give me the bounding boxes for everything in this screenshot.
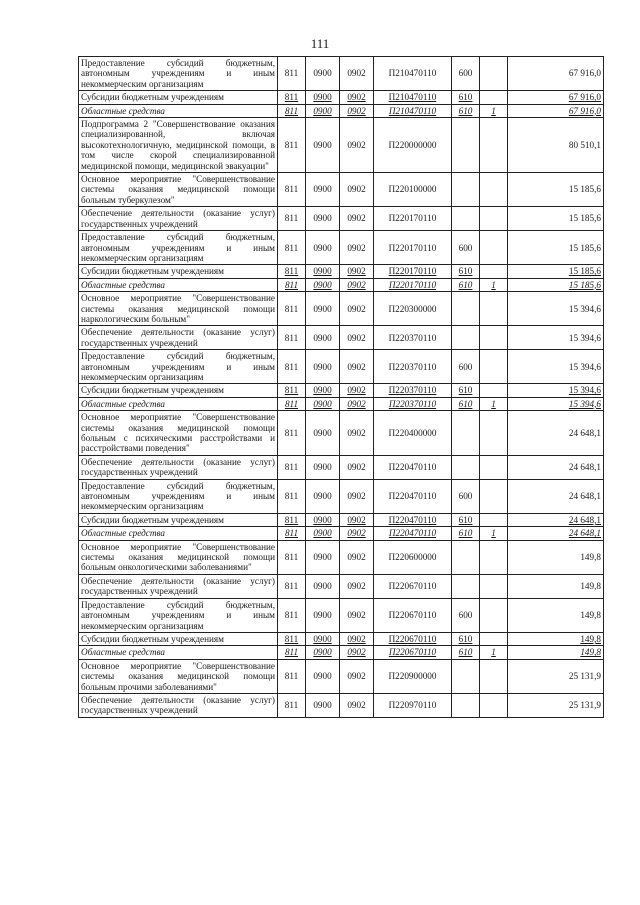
table-row — [79, 118, 604, 173]
row-grbs: 811 — [278, 384, 306, 397]
table-row — [79, 231, 604, 265]
row-target-article: П220170110 — [374, 231, 452, 265]
row-amount: 67 916,0 — [508, 104, 604, 117]
row-name: Основное мероприятие "Совершенствование системы оказания медицинской помощи наркологическим больным" — [79, 292, 278, 326]
table-row — [79, 265, 604, 278]
table-row — [79, 411, 604, 456]
row-name: Областные средства — [79, 397, 278, 410]
row-expense-type: 600 — [452, 479, 480, 513]
row-grbs: 811 — [278, 574, 306, 598]
row-grbs: 811 — [278, 326, 306, 350]
row-subsection: 0902 — [340, 598, 374, 632]
row-target-article: П210470110 — [374, 91, 452, 104]
row-target-article: П220370110 — [374, 397, 452, 410]
row-grbs: 811 — [278, 231, 306, 265]
row-section: 0900 — [306, 632, 340, 645]
row-grbs: 811 — [278, 265, 306, 278]
row-target-article: П220100000 — [374, 173, 452, 207]
row-section: 0900 — [306, 527, 340, 540]
row-subsection: 0902 — [340, 265, 374, 278]
row-grbs: 811 — [278, 411, 306, 456]
row-funding-source — [480, 350, 508, 384]
row-grbs: 811 — [278, 278, 306, 291]
row-amount: 67 916,0 — [508, 57, 604, 91]
row-target-article: П220900000 — [374, 659, 452, 693]
row-section: 0900 — [306, 574, 340, 598]
row-section: 0900 — [306, 659, 340, 693]
row-funding-source — [480, 57, 508, 91]
row-expense-type — [452, 411, 480, 456]
table-row — [79, 326, 604, 350]
row-grbs: 811 — [278, 540, 306, 574]
row-amount: 15 394,6 — [508, 350, 604, 384]
row-grbs: 811 — [278, 632, 306, 645]
row-funding-source — [480, 693, 508, 717]
table-row — [79, 278, 604, 291]
row-amount: 15 185,6 — [508, 173, 604, 207]
row-grbs: 811 — [278, 598, 306, 632]
row-name: Субсидии бюджетным учреждениям — [79, 384, 278, 397]
row-section: 0900 — [306, 455, 340, 479]
page-number: 111 — [310, 36, 330, 51]
table-row — [79, 479, 604, 513]
row-subsection: 0902 — [340, 118, 374, 173]
row-funding-source — [480, 292, 508, 326]
row-subsection: 0902 — [340, 527, 374, 540]
row-section: 0900 — [306, 207, 340, 231]
row-amount: 15 394,6 — [508, 292, 604, 326]
row-grbs: 811 — [278, 118, 306, 173]
row-target-article: П220370110 — [374, 350, 452, 384]
row-target-article: П220000000 — [374, 118, 452, 173]
row-grbs: 811 — [278, 104, 306, 117]
row-amount: 149,8 — [508, 598, 604, 632]
row-amount: 149,8 — [508, 632, 604, 645]
row-funding-source: 1 — [480, 646, 508, 659]
row-grbs: 811 — [278, 527, 306, 540]
row-expense-type: 610 — [452, 646, 480, 659]
row-grbs: 811 — [278, 397, 306, 410]
row-grbs: 811 — [278, 292, 306, 326]
row-funding-source — [480, 659, 508, 693]
row-grbs: 811 — [278, 455, 306, 479]
row-target-article: П220670110 — [374, 598, 452, 632]
row-subsection: 0902 — [340, 513, 374, 526]
row-amount: 80 510,1 — [508, 118, 604, 173]
row-subsection: 0902 — [340, 646, 374, 659]
table-row — [79, 397, 604, 410]
row-expense-type: 610 — [452, 265, 480, 278]
row-target-article: П220470110 — [374, 513, 452, 526]
row-section: 0900 — [306, 57, 340, 91]
row-section: 0900 — [306, 278, 340, 291]
row-funding-source — [480, 598, 508, 632]
row-grbs: 811 — [278, 173, 306, 207]
row-subsection: 0902 — [340, 292, 374, 326]
budget-table — [78, 56, 604, 718]
table-row — [79, 598, 604, 632]
row-name: Предоставление субсидий бюджетным, автономным учреждениям и иным некоммерческим организациям — [79, 598, 278, 632]
row-amount: 25 131,9 — [508, 693, 604, 717]
row-amount: 149,8 — [508, 574, 604, 598]
row-section: 0900 — [306, 693, 340, 717]
row-expense-type — [452, 118, 480, 173]
row-target-article: П220170110 — [374, 265, 452, 278]
row-grbs: 811 — [278, 479, 306, 513]
row-funding-source: 1 — [480, 527, 508, 540]
row-subsection: 0902 — [340, 278, 374, 291]
row-target-article: П220970110 — [374, 693, 452, 717]
row-section: 0900 — [306, 411, 340, 456]
row-target-article: П220670110 — [374, 646, 452, 659]
row-grbs: 811 — [278, 659, 306, 693]
row-expense-type: 610 — [452, 384, 480, 397]
table-row — [79, 350, 604, 384]
row-funding-source — [480, 632, 508, 645]
row-section: 0900 — [306, 91, 340, 104]
row-subsection: 0902 — [340, 540, 374, 574]
table-row — [79, 455, 604, 479]
table-row — [79, 173, 604, 207]
row-section: 0900 — [306, 598, 340, 632]
row-expense-type — [452, 173, 480, 207]
row-section: 0900 — [306, 479, 340, 513]
table-row — [79, 632, 604, 645]
row-section: 0900 — [306, 231, 340, 265]
row-name: Основное мероприятие "Совершенствование системы оказания медицинской помощи больным прочими заболеваниями" — [79, 659, 278, 693]
row-funding-source — [480, 455, 508, 479]
row-amount: 15 185,6 — [508, 278, 604, 291]
row-target-article: П220470110 — [374, 527, 452, 540]
row-expense-type: 600 — [452, 350, 480, 384]
row-subsection: 0902 — [340, 57, 374, 91]
row-expense-type: 610 — [452, 278, 480, 291]
row-target-article: П220170110 — [374, 207, 452, 231]
row-target-article: П220670110 — [374, 574, 452, 598]
row-grbs: 811 — [278, 57, 306, 91]
row-funding-source — [480, 173, 508, 207]
row-amount: 15 185,6 — [508, 231, 604, 265]
row-name: Субсидии бюджетным учреждениям — [79, 91, 278, 104]
row-amount: 149,8 — [508, 646, 604, 659]
row-target-article: П210470110 — [374, 57, 452, 91]
row-name: Предоставление субсидий бюджетным, автономным учреждениям и иным некоммерческим организациям — [79, 479, 278, 513]
row-funding-source — [480, 411, 508, 456]
row-name: Областные средства — [79, 104, 278, 117]
row-target-article: П220400000 — [374, 411, 452, 456]
row-subsection: 0902 — [340, 632, 374, 645]
row-funding-source — [480, 265, 508, 278]
row-name: Предоставление субсидий бюджетным, автономным учреждениям и иным некоммерческим организациям — [79, 350, 278, 384]
row-name: Основное мероприятие "Совершенствование системы оказания медицинской помощи больным онкологическими заболеваниями" — [79, 540, 278, 574]
row-section: 0900 — [306, 350, 340, 384]
row-name: Подпрограмма 2 "Совершенствование оказания специализированной, включая высокотехнологичную, медицинской помощи, в том числе скорой специализированной медицинской помощи, медицинской эвакуации" — [79, 118, 278, 173]
row-name: Предоставление субсидий бюджетным, автономным учреждениям и иным некоммерческим организациям — [79, 231, 278, 265]
row-amount: 25 131,9 — [508, 659, 604, 693]
row-funding-source — [480, 384, 508, 397]
row-funding-source — [480, 231, 508, 265]
row-subsection: 0902 — [340, 104, 374, 117]
row-subsection: 0902 — [340, 350, 374, 384]
row-amount: 67 916,0 — [508, 91, 604, 104]
row-expense-type: 600 — [452, 57, 480, 91]
row-name: Предоставление субсидий бюджетным, автономным учреждениям и иным некоммерческим организациям — [79, 57, 278, 91]
row-subsection: 0902 — [340, 455, 374, 479]
row-target-article: П220470110 — [374, 455, 452, 479]
row-funding-source: 1 — [480, 278, 508, 291]
row-name: Основное мероприятие "Совершенствование системы оказания медицинской помощи больным туберкулезом" — [79, 173, 278, 207]
row-amount: 24 648,1 — [508, 455, 604, 479]
table-row — [79, 57, 604, 91]
row-funding-source: 1 — [480, 397, 508, 410]
row-expense-type: 600 — [452, 598, 480, 632]
row-target-article: П220470110 — [374, 479, 452, 513]
row-target-article: П220600000 — [374, 540, 452, 574]
row-section: 0900 — [306, 646, 340, 659]
row-expense-type: 600 — [452, 231, 480, 265]
row-subsection: 0902 — [340, 231, 374, 265]
row-amount: 24 648,1 — [508, 513, 604, 526]
row-funding-source — [480, 118, 508, 173]
table-row — [79, 384, 604, 397]
row-subsection: 0902 — [340, 207, 374, 231]
row-funding-source — [480, 207, 508, 231]
row-name: Областные средства — [79, 527, 278, 540]
row-funding-source — [480, 540, 508, 574]
table-row — [79, 646, 604, 659]
row-name: Обеспечение деятельности (оказание услуг) государственных учреждений — [79, 574, 278, 598]
row-subsection: 0902 — [340, 397, 374, 410]
row-amount: 24 648,1 — [508, 411, 604, 456]
row-section: 0900 — [306, 292, 340, 326]
row-target-article: П220670110 — [374, 632, 452, 645]
row-section: 0900 — [306, 326, 340, 350]
row-target-article: П220370110 — [374, 326, 452, 350]
row-subsection: 0902 — [340, 384, 374, 397]
row-target-article: П220370110 — [374, 384, 452, 397]
row-funding-source — [480, 91, 508, 104]
row-section: 0900 — [306, 118, 340, 173]
row-amount: 15 394,6 — [508, 326, 604, 350]
row-name: Обеспечение деятельности (оказание услуг) государственных учреждений — [79, 455, 278, 479]
row-expense-type — [452, 659, 480, 693]
row-grbs: 811 — [278, 207, 306, 231]
row-name: Областные средства — [79, 646, 278, 659]
row-grbs: 811 — [278, 513, 306, 526]
table-row — [79, 659, 604, 693]
row-subsection: 0902 — [340, 91, 374, 104]
row-name: Обеспечение деятельности (оказание услуг) государственных учреждений — [79, 693, 278, 717]
row-funding-source — [480, 326, 508, 350]
row-section: 0900 — [306, 384, 340, 397]
row-target-article: П210470110 — [374, 104, 452, 117]
row-expense-type — [452, 540, 480, 574]
row-expense-type: 610 — [452, 513, 480, 526]
row-subsection: 0902 — [340, 479, 374, 513]
row-section: 0900 — [306, 540, 340, 574]
table-row — [79, 540, 604, 574]
row-subsection: 0902 — [340, 693, 374, 717]
row-amount: 149,8 — [508, 540, 604, 574]
row-name: Обеспечение деятельности (оказание услуг) государственных учреждений — [79, 207, 278, 231]
row-name: Обеспечение деятельности (оказание услуг) государственных учреждений — [79, 326, 278, 350]
row-grbs: 811 — [278, 693, 306, 717]
row-name: Субсидии бюджетным учреждениям — [79, 265, 278, 278]
row-amount: 15 185,6 — [508, 265, 604, 278]
row-target-article: П220170110 — [374, 278, 452, 291]
row-target-article: П220300000 — [374, 292, 452, 326]
table-row — [79, 693, 604, 717]
row-expense-type — [452, 455, 480, 479]
table-row — [79, 513, 604, 526]
table-row — [79, 91, 604, 104]
row-funding-source: 1 — [480, 104, 508, 117]
row-amount: 15 394,6 — [508, 397, 604, 410]
row-subsection: 0902 — [340, 326, 374, 350]
row-subsection: 0902 — [340, 574, 374, 598]
row-expense-type — [452, 207, 480, 231]
row-subsection: 0902 — [340, 173, 374, 207]
row-funding-source — [480, 479, 508, 513]
row-amount: 15 185,6 — [508, 207, 604, 231]
row-funding-source — [480, 574, 508, 598]
row-name: Областные средства — [79, 278, 278, 291]
row-subsection: 0902 — [340, 411, 374, 456]
row-expense-type: 610 — [452, 527, 480, 540]
row-grbs: 811 — [278, 350, 306, 384]
row-expense-type: 610 — [452, 91, 480, 104]
row-section: 0900 — [306, 397, 340, 410]
table-row — [79, 292, 604, 326]
table-row — [79, 527, 604, 540]
row-section: 0900 — [306, 104, 340, 117]
row-amount: 24 648,1 — [508, 527, 604, 540]
row-grbs: 811 — [278, 646, 306, 659]
row-expense-type: 610 — [452, 397, 480, 410]
row-name: Субсидии бюджетным учреждениям — [79, 513, 278, 526]
row-expense-type: 610 — [452, 104, 480, 117]
table-row — [79, 574, 604, 598]
row-name: Субсидии бюджетным учреждениям — [79, 632, 278, 645]
row-section: 0900 — [306, 173, 340, 207]
row-amount: 24 648,1 — [508, 479, 604, 513]
table-row — [79, 104, 604, 117]
row-expense-type: 610 — [452, 632, 480, 645]
row-section: 0900 — [306, 265, 340, 278]
row-expense-type — [452, 292, 480, 326]
row-expense-type — [452, 326, 480, 350]
row-funding-source — [480, 513, 508, 526]
row-amount: 15 394,6 — [508, 384, 604, 397]
row-grbs: 811 — [278, 91, 306, 104]
row-expense-type — [452, 693, 480, 717]
row-section: 0900 — [306, 513, 340, 526]
row-subsection: 0902 — [340, 659, 374, 693]
row-expense-type — [452, 574, 480, 598]
table-row — [79, 207, 604, 231]
row-name: Основное мероприятие "Совершенствование системы оказания медицинской помощи больным с психическими расстройствами и расстройствами поведения" — [79, 411, 278, 456]
